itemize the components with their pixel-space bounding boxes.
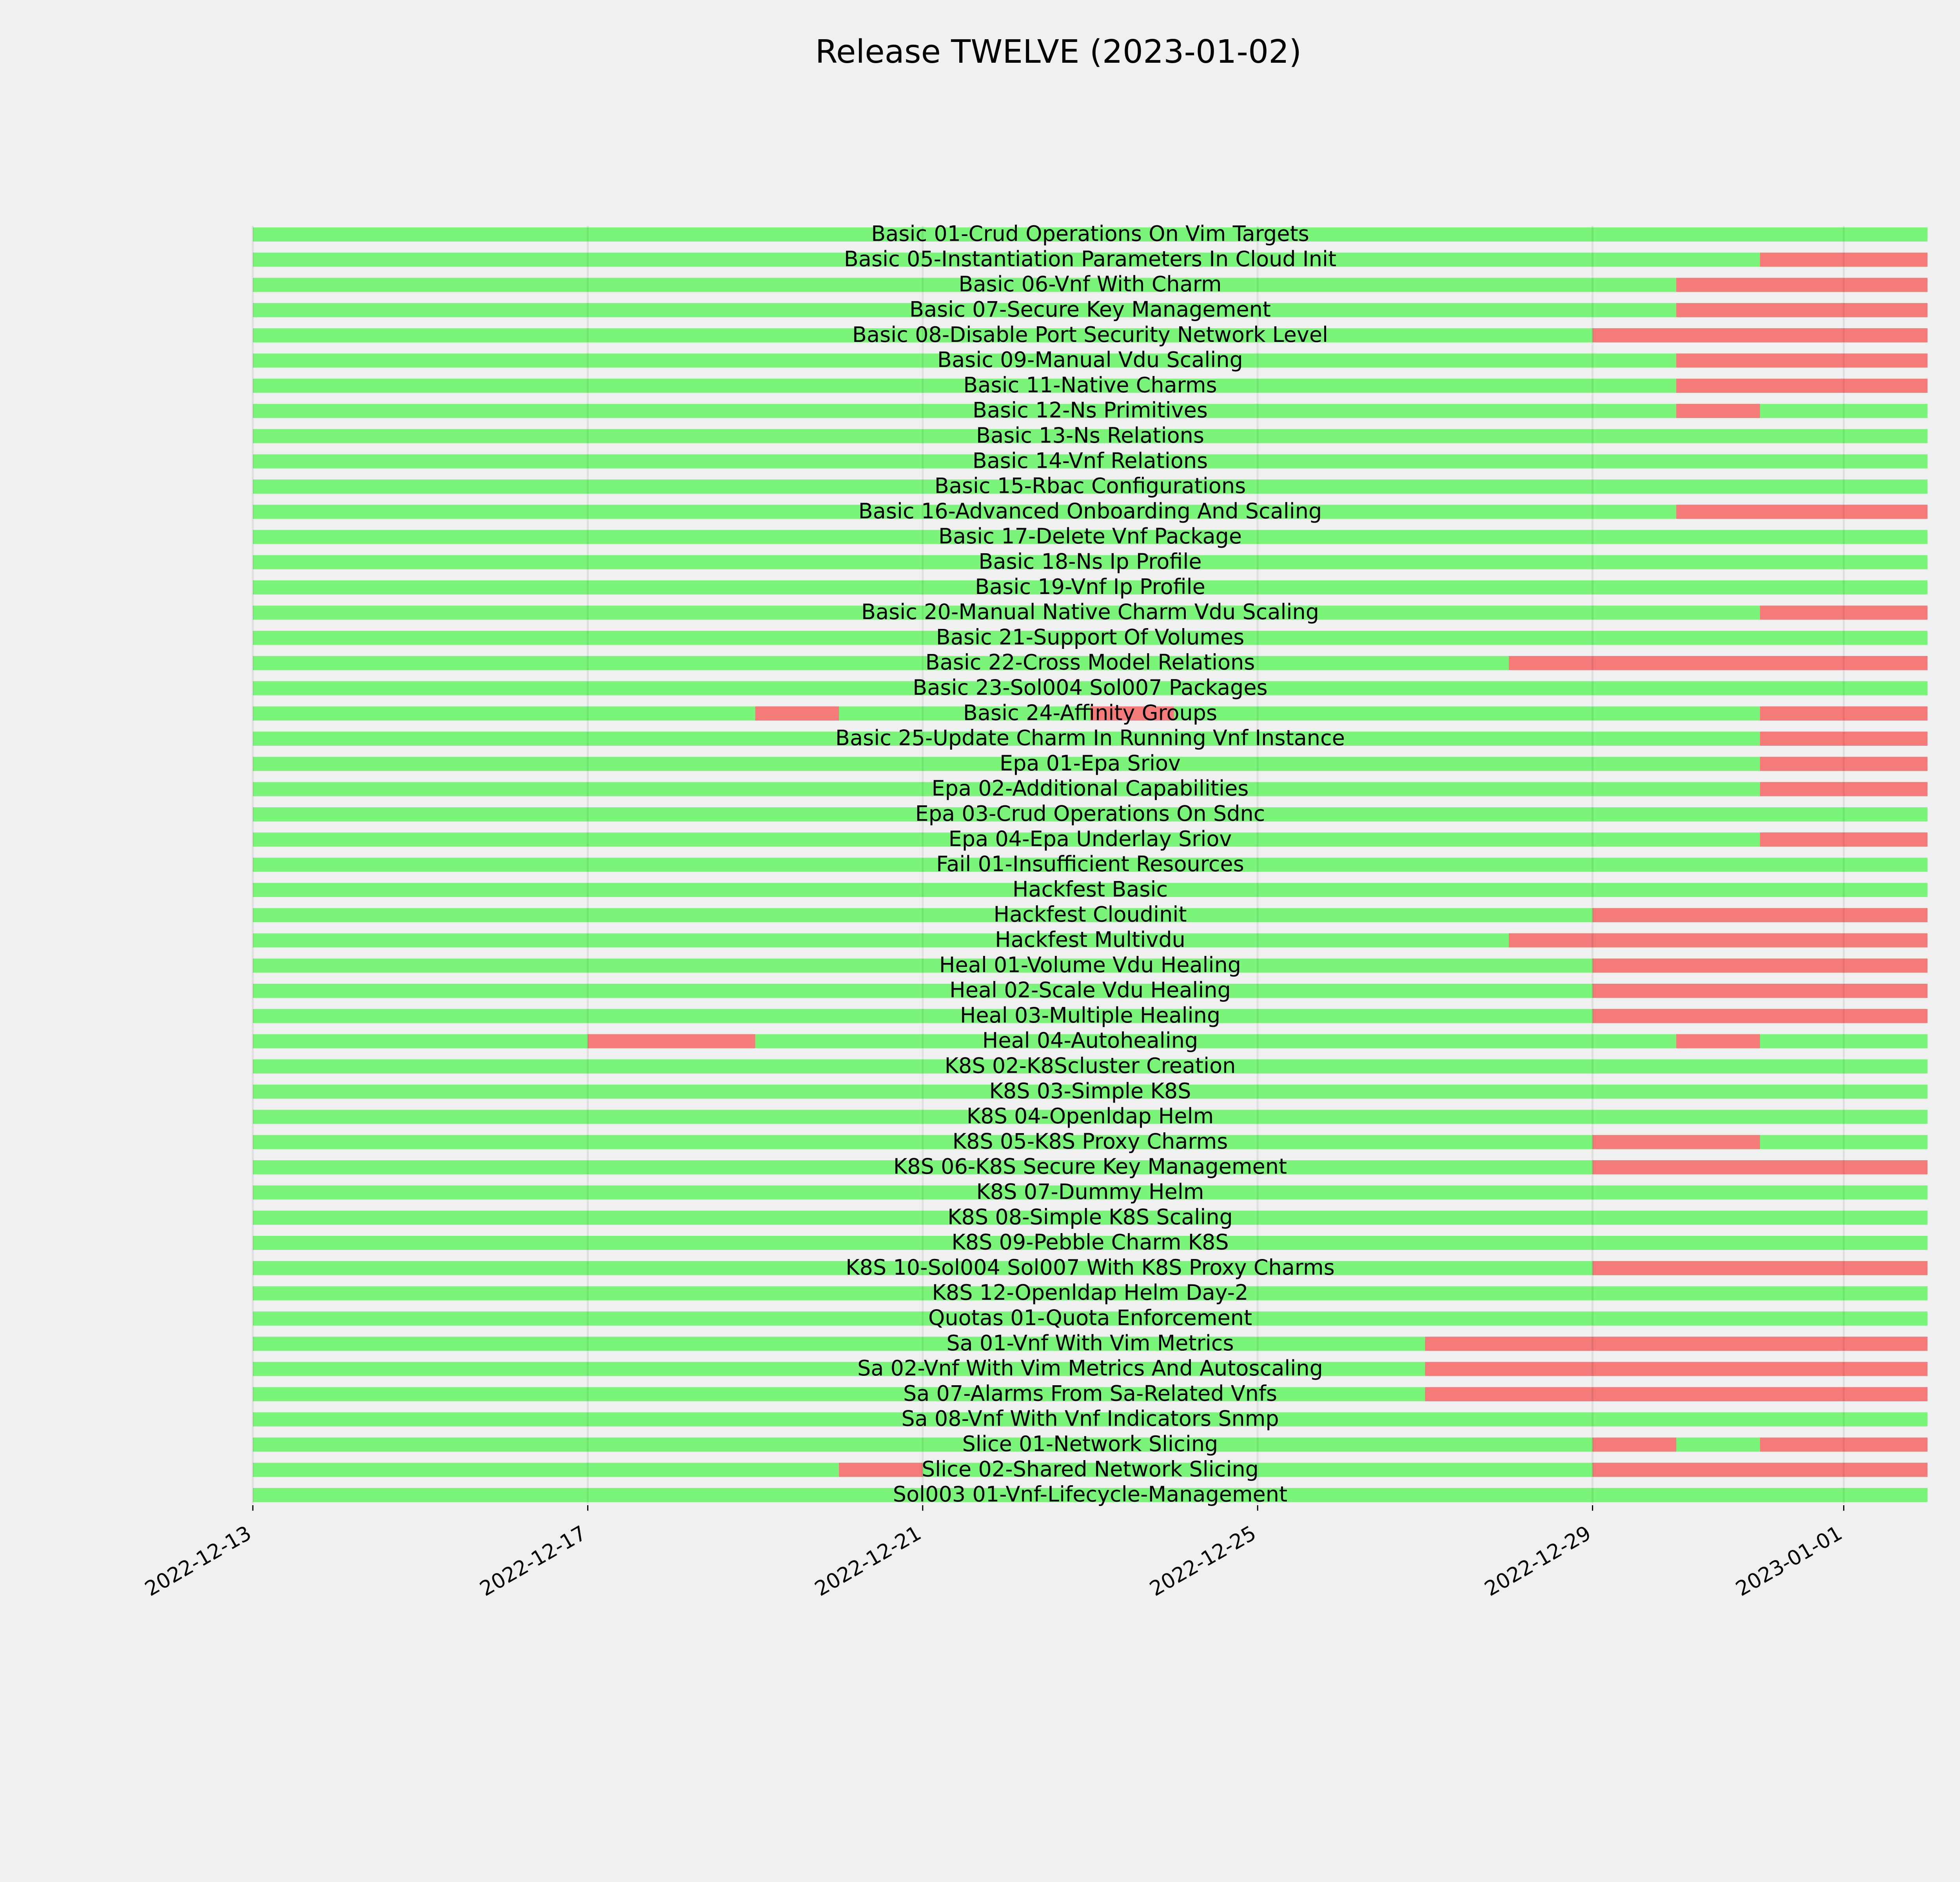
row-label: Hackfest Basic xyxy=(1012,877,1168,902)
row-label: Basic 14-Vnf Relations xyxy=(972,448,1208,473)
fail-segment xyxy=(1676,354,1927,368)
row-label: Sa 02-Vnf With Vim Metrics And Autoscaling xyxy=(857,1356,1323,1381)
fail-segment xyxy=(1593,1437,1677,1451)
fail-segment xyxy=(1593,959,1927,973)
row-label: Basic 01-Crud Operations On Vim Targets xyxy=(871,221,1309,246)
fail-segment xyxy=(1676,278,1927,292)
row-label: K8S 08-Simple K8S Scaling xyxy=(947,1204,1233,1230)
row-label: Sa 08-Vnf With Vnf Indicators Snmp xyxy=(901,1406,1279,1431)
row-label: Heal 04-Autohealing xyxy=(982,1028,1198,1053)
fail-segment xyxy=(588,1034,755,1048)
fail-segment xyxy=(1425,1337,1927,1351)
fail-segment xyxy=(1509,933,1927,947)
row-label: Basic 22-Cross Model Relations xyxy=(925,650,1255,675)
row-label: Basic 11-Native Charms xyxy=(963,372,1217,398)
chart-title: Release TWELVE (2023-01-02) xyxy=(815,33,1302,71)
x-tick-label: 2022-12-21 xyxy=(811,1521,926,1601)
row-label: Basic 18-Ns Ip Profile xyxy=(978,549,1202,574)
row-label: K8S 09-Pebble Charm K8S xyxy=(951,1230,1229,1255)
row-label: K8S 02-K8Scluster Creation xyxy=(944,1053,1236,1078)
x-tick-label: 2022-12-17 xyxy=(476,1521,590,1601)
row-label: Epa 04-Epa Underlay Sriov xyxy=(948,826,1232,851)
row-label: Basic 12-Ns Primitives xyxy=(973,398,1208,423)
row-label: Sa 07-Alarms From Sa-Related Vnfs xyxy=(903,1381,1278,1406)
row-label: Basic 06-Vnf With Charm xyxy=(958,272,1222,297)
fail-segment xyxy=(1676,505,1927,519)
x-tick-label: 2023-01-01 xyxy=(1732,1521,1846,1601)
fail-segment xyxy=(1593,1135,1760,1149)
row-label: Basic 21-Support Of Volumes xyxy=(936,625,1245,650)
row-label: Fail 01-Insufficient Resources xyxy=(936,852,1244,877)
x-axis xyxy=(141,1505,1846,1601)
row-label: Basic 24-Affinity Groups xyxy=(963,700,1218,725)
fail-segment xyxy=(755,707,839,721)
row-label: Basic 23-Sol004 Sol007 Packages xyxy=(913,675,1268,700)
row-label: K8S 06-K8S Secure Key Management xyxy=(893,1154,1287,1179)
x-tick-label: 2022-12-25 xyxy=(1145,1521,1260,1601)
row-label: Basic 08-Disable Port Security Network Level xyxy=(852,322,1328,347)
row-label: Sa 01-Vnf With Vim Metrics xyxy=(946,1330,1234,1355)
fail-segment xyxy=(1593,1160,1927,1174)
fail-segment xyxy=(1593,1009,1927,1023)
row-label: K8S 03-Simple K8S xyxy=(989,1078,1191,1103)
row-label: Basic 17-Delete Vnf Package xyxy=(938,524,1242,549)
fail-segment xyxy=(1425,1362,1927,1376)
row-label: Quotas 01-Quota Enforcement xyxy=(928,1305,1252,1330)
row-label: K8S 04-Openldap Helm xyxy=(966,1104,1214,1129)
row-label: K8S 05-K8S Proxy Charms xyxy=(952,1129,1228,1154)
row-label: Epa 02-Additional Capabilities xyxy=(931,776,1249,801)
row-label: Heal 03-Multiple Healing xyxy=(960,1003,1221,1028)
fail-segment xyxy=(1593,1463,1927,1477)
fail-segment xyxy=(1593,328,1927,342)
row-label: Basic 07-Secure Key Management xyxy=(909,297,1271,322)
fail-segment xyxy=(1593,908,1927,922)
fail-segment xyxy=(1676,1034,1760,1048)
row-label: K8S 12-Openldap Helm Day-2 xyxy=(932,1280,1249,1305)
row-label: Slice 02-Shared Network Slicing xyxy=(922,1457,1259,1482)
fail-segment xyxy=(1509,656,1927,670)
fail-segment xyxy=(1676,303,1927,317)
row-label: Basic 16-Advanced Onboarding And Scaling xyxy=(858,498,1322,523)
row-label: Heal 01-Volume Vdu Healing xyxy=(939,952,1241,977)
row-label: Basic 13-Ns Relations xyxy=(976,423,1205,448)
row-label: Basic 19-Vnf Ip Profile xyxy=(975,574,1205,599)
row-label: Basic 25-Update Charm In Running Vnf Instance xyxy=(835,725,1345,750)
row-label: Hackfest Cloudinit xyxy=(993,902,1187,927)
row-label: K8S 07-Dummy Helm xyxy=(976,1179,1204,1204)
fail-segment xyxy=(839,1463,923,1477)
fail-segment xyxy=(1676,404,1760,418)
row-label: Basic 09-Manual Vdu Scaling xyxy=(937,347,1243,372)
row-label: Epa 03-Crud Operations On Sdnc xyxy=(915,801,1265,826)
fail-segment xyxy=(1593,1261,1927,1275)
row-label: Basic 15-Rbac Configurations xyxy=(934,473,1246,498)
row-label: Basic 05-Instantiation Parameters In Cloud Init xyxy=(844,246,1337,271)
row-label: Epa 01-Epa Sriov xyxy=(1000,750,1181,776)
row-label: Slice 01-Network Slicing xyxy=(962,1431,1218,1457)
row-label: Heal 02-Scale Vdu Healing xyxy=(949,977,1231,1003)
row-label: Sol003 01-Vnf-Lifecycle-Management xyxy=(893,1482,1288,1507)
row-label: Basic 20-Manual Native Charm Vdu Scaling xyxy=(861,599,1319,625)
x-tick-label: 2022-12-29 xyxy=(1481,1521,1595,1601)
fail-segment xyxy=(1676,379,1927,393)
x-tick-label: 2022-12-13 xyxy=(141,1521,256,1601)
fail-segment xyxy=(1425,1387,1927,1401)
row-label: K8S 10-Sol004 Sol007 With K8S Proxy Charms xyxy=(846,1255,1335,1280)
row-label: Hackfest Multivdu xyxy=(995,927,1185,952)
fail-segment xyxy=(1593,984,1927,998)
